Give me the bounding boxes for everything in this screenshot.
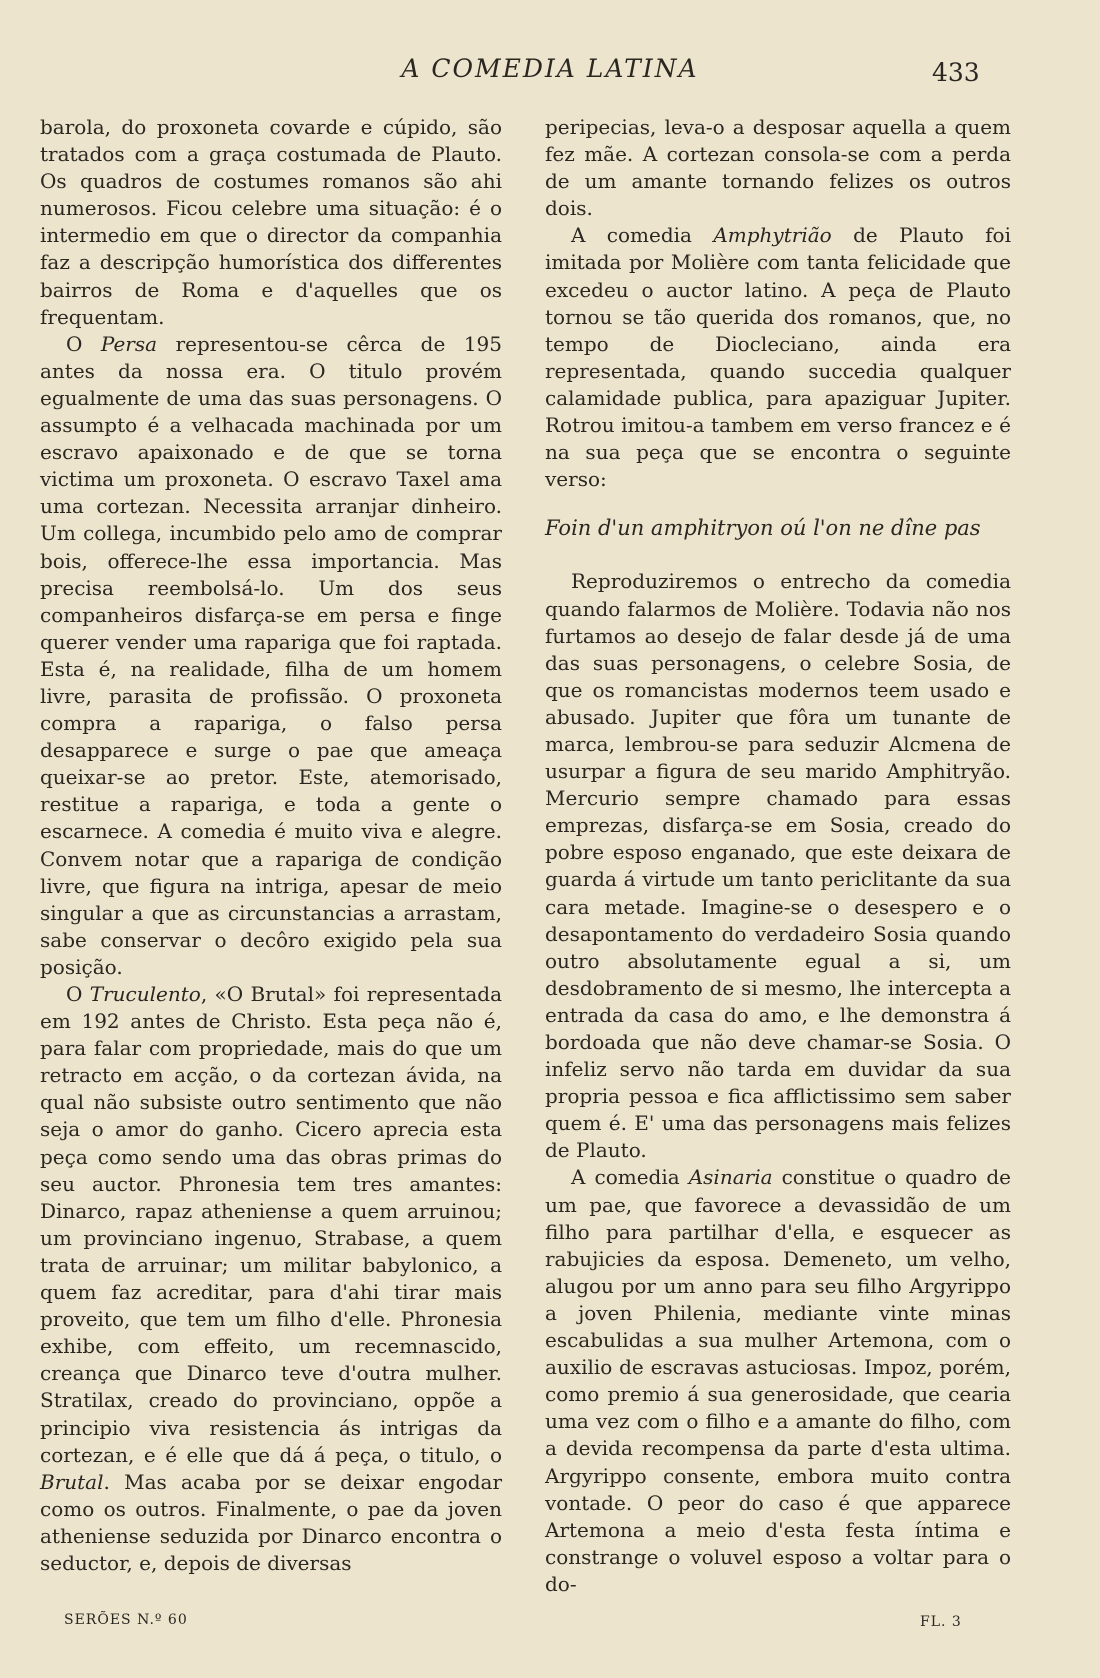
text-run: A comedia xyxy=(571,1165,689,1190)
text-run: O xyxy=(66,982,90,1006)
paragraph xyxy=(545,1164,1011,1598)
paragraph xyxy=(40,331,502,981)
text-run: O xyxy=(66,331,101,356)
paragraph: peripecias, leva-o a desposar aquella a quem fez mãe. A cortezan consola-se com a perda de um amante tornando felizes os outros dois. xyxy=(545,115,1011,221)
play-title: Truculento xyxy=(89,982,201,1006)
play-title: Amphytrião xyxy=(713,223,832,248)
verse-quote: Foin d'un amphitryon oú l'on ne dîne pas xyxy=(545,516,981,541)
paragraph: Reproduziremos o entrecho da comedia quando falarmos de Molière. Todavia não nos furtamos ao desejo de falar desde já de uma das suas personagens, o celebre Sosia, de que os romancistas modernos teem usado e abusado. Jupiter que fôra um tunante de marca, lembrou-se para seduzir Alcmena de usurpar a figura de seu marido Amphitryão. Mercurio sempre chamado para essas emprezas, disfarça-se em Sosia, creado do pobre esposo enganado, que este deixara de guarda á virtude um tanto periclitante da sua cara metade. Imagine-se o desespero e o desapontamento do verdadeiro Sosia quando outro absolutamente egual a si, um desdobramento de si mesmo, lhe intercepta a entrada da casa do amo, e lhe demonstra á bordoada que não deve chamar-se Sosia. O infeliz servo não tarda em duvidar da sua propria pessoa e fica afflictissimo sem saber quem é. E' uma das personagens mais felizes de Plauto. xyxy=(545,569,1011,1163)
page-number: 433 xyxy=(932,58,980,87)
left-column xyxy=(40,114,502,1577)
play-title: Asinaria xyxy=(688,1165,773,1190)
play-title: Persa xyxy=(100,331,158,356)
paragraph xyxy=(545,222,1011,493)
text-run: A comedia xyxy=(571,223,714,248)
paragraph: barola, do proxoneta covarde e cúpido, são tratados com a graça costumada de Plauto. Os quadros de costumes romanos são ahi numerosos. Ficou celebre uma situação: é o intermedio em que o director da companhia faz a descripção humorística dos differentes bairros de Roma e d'aquelles que os frequentam. xyxy=(40,115,502,329)
text-run: de Plauto foi imitada por Molière com tanta felicidade que excedeu o auctor latino. A peça de Plauto tornou se tão querida dos romanos, que, no tempo de Diocleciano, ainda era representada, quando succedia qualquer calamidade publica, para apaziguar Jupiter. Rotrou imitou-a tambem em verso francez e é na sua peça que se encontra o seguinte verso: xyxy=(545,223,1011,492)
footer-folio: FL. 3 xyxy=(920,1614,962,1630)
text-run: , «O Brutal» foi representada em 192 antes de Christo. Esta peça não é, para falar com propriedade, mais do que um retracto em acção, o da cortezan ávida, na qual não subsiste outro sentimento que não seja o amor do ganho. Cicero aprecia esta peça como sendo uma das obras primas do seu auctor. Phronesia tem tres amantes: Dinarco, rapaz atheniense a quem arruinou; um provinciano ingenuo, Strabase, a quem trata de arruinar; um militar babylonico, a quem faz acreditar, para d'ahi tirar mais proveito, que tem um filho d'elle. Phronesia exhibe, com effeito, um recemnascido, creança que Dinarco teve d'outra mulher. Stratilax, creado do provinciano, oppõe a principio viva resistencia ás intrigas da cortezan, e é elle que dá á peça, o titulo, o xyxy=(40,982,502,1467)
footer-signature: SERÕES N.º 60 xyxy=(64,1612,188,1628)
paragraph xyxy=(40,981,502,1577)
text-run: constitue o quadro de um pae, que favorece a devassidão de um filho para partilhar d'ella, e esquecer as rabujicies da esposa. Demeneto, um velho, alugou por um anno para seu filho Argyrippo a joven Philenia, mediante vinte minas escabulidas a sua mulher Artemona, com o auxilio de escravas astuciosas. Impoz, porém, como premio á sua generosidade, que cearia uma vez com o filho e a amante do filho, com a devida recompensa da parte d'esta ultima. Argyrippo consente, embora muito contra vontade. O peor do caso é que apparece Artemona a meio d'esta festa íntima e constrange o voluvel esposo a voltar para o do- xyxy=(545,1165,1011,1596)
text-run: . Mas acaba por se deixar engodar como os outros. Finalmente, o pae da joven atheniense seduzida por Dinarco encontra o seductor, e, depois de diversas xyxy=(40,1469,502,1575)
running-title: A COMEDIA LATINA xyxy=(401,54,699,83)
play-title: Brutal xyxy=(40,1469,104,1494)
right-column xyxy=(545,114,1011,1598)
text-run: representou-se cêrca de 195 antes da nossa era. O titulo provém egualmente de uma das suas personagens. O assumpto é a velhacada machinada por um escravo apaixonado e de que se torna victima um proxoneta. O escravo Taxel ama uma cortezan. Necessita arranjar dinheiro. Um collega, incumbido pelo amo de comprar bois, offerece-lhe essa importancia. Mas precisa reembolsá-lo. Um dos seus companheiros disfarça-se em persa e finge querer vender uma rapariga que foi raptada. Esta é, na realidade, filha de um homem livre, parasita de profissão. O proxoneta compra a rapariga, o falso persa desapparece e surge o pae que ameaça queixar-se ao pretor. Este, atemorisado, restitue a rapariga, e toda a gente o escarnece. A comedia é muito viva e alegre. Convem notar que a rapariga de condição livre, que figura na intriga, apesar de meio singular a que as circunstancias a arrastam, sabe conservar o decôro exigido pela sua posição. xyxy=(40,331,502,979)
